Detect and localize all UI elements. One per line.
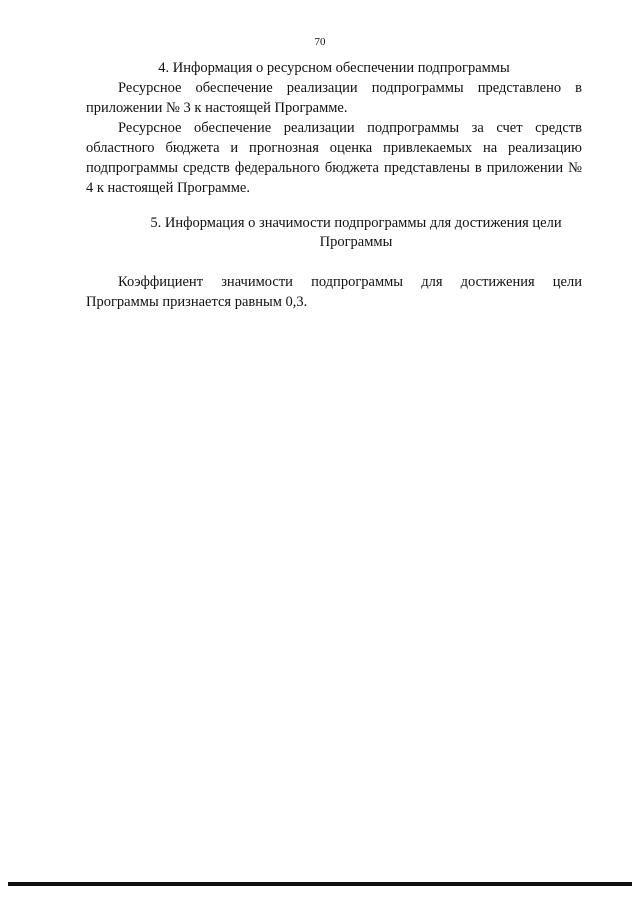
document-body: [86, 58, 582, 312]
section-4-paragraph-2: Ресурсное обеспечение реализации подпрограммы за счет средств областного бюджета и прогнозная оценка привлекаемых на реализацию подпрограммы средств федерального бюджета представлены в приложении № 4 к настоящей Программе.: [86, 120, 582, 196]
page-number: 70: [314, 36, 326, 48]
section-5-heading: [86, 214, 582, 252]
section-5-paragraph-1: Коэффициент значимости подпрограммы для достижения цели Программы признается равным 0,3.: [86, 274, 582, 310]
section-4-paragraph-1: Ресурсное обеспечение реализации подпрограммы представлено в приложении № 3 к настоящей Программе.: [86, 80, 582, 116]
bottom-rule: [8, 882, 632, 886]
section-4-heading: 4. Информация о ресурсном обеспечении подпрограммы: [158, 60, 510, 76]
section-5-heading-line-1: 5. Информация о значимости подпрограммы для достижения цели: [150, 215, 562, 231]
section-5-heading-line-2: Программы: [319, 234, 393, 250]
